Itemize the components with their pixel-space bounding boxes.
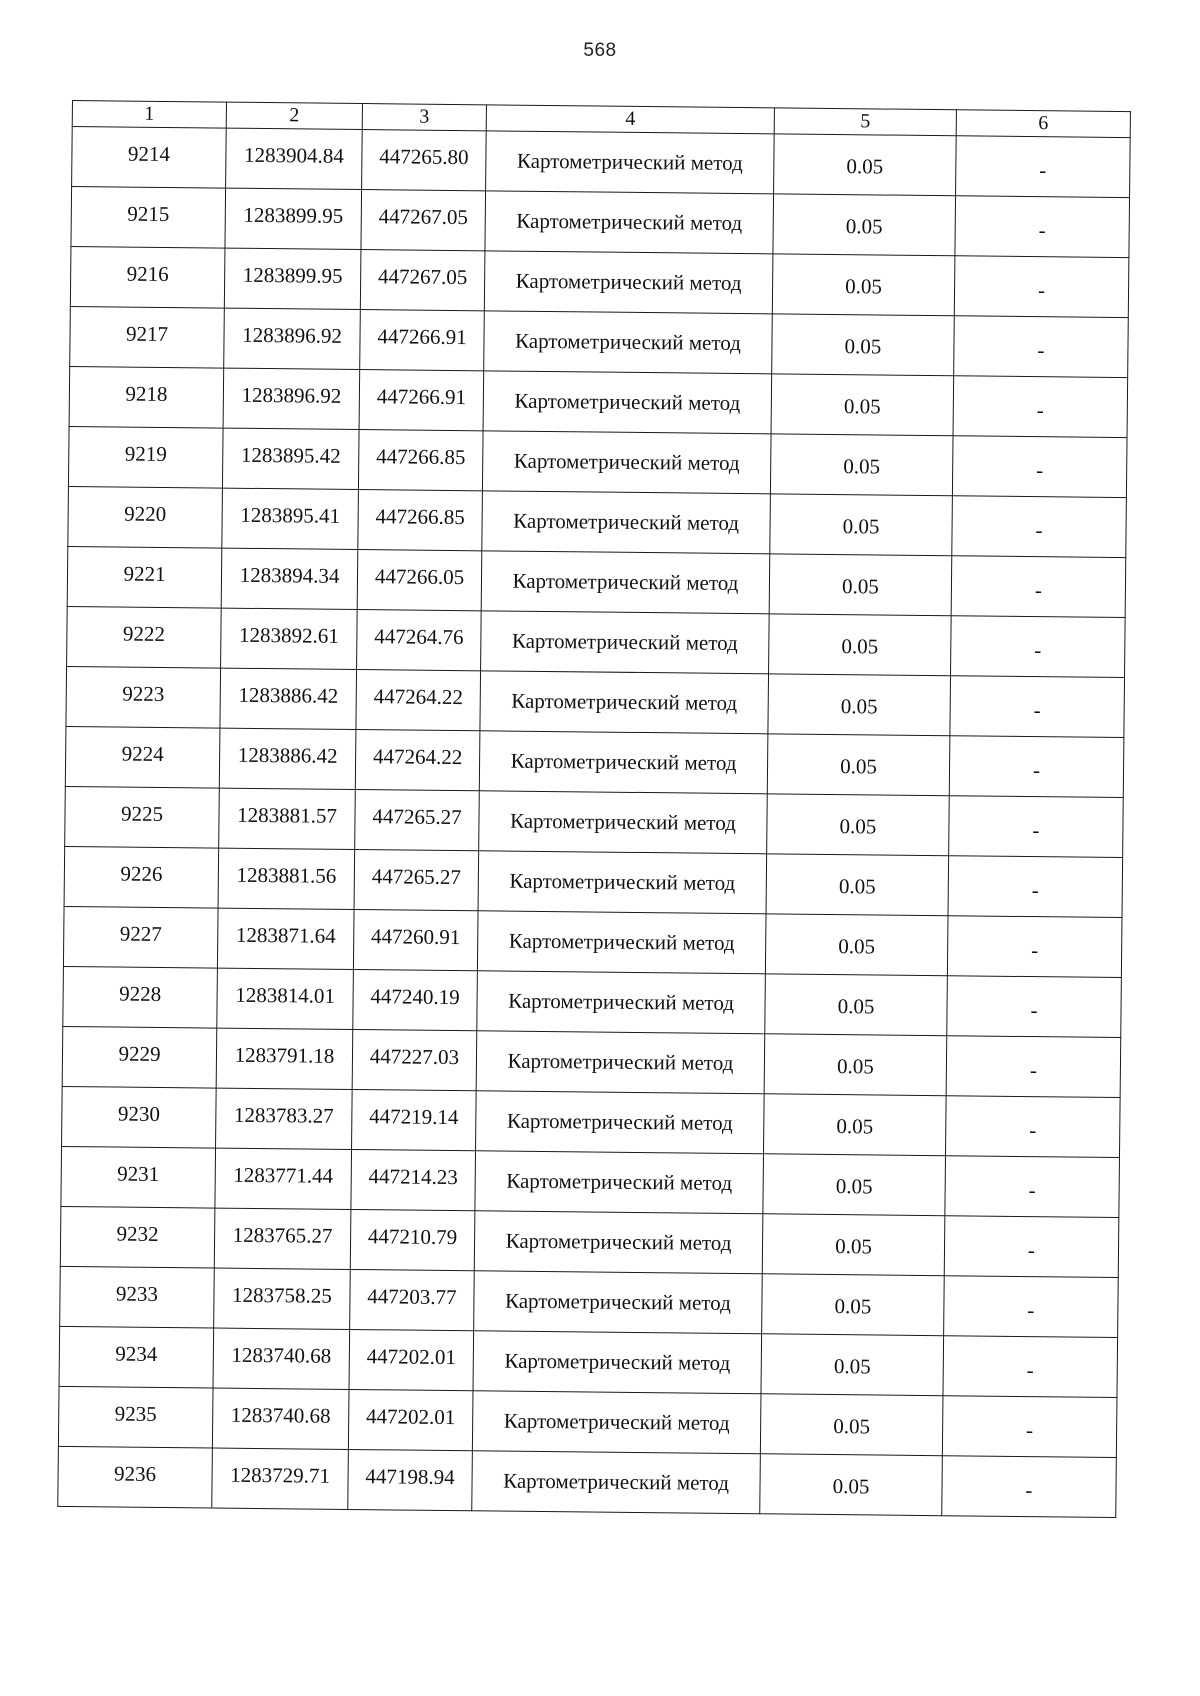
method-cell: Картометрический метод [482,491,771,554]
y-coordinate-cell: 447265.80 [362,130,487,191]
point-number-cell: 9218 [69,366,224,428]
method-cell: Картометрический метод [474,1211,763,1274]
note-cell: - [945,1096,1120,1158]
x-coordinate-cell: 1283729.71 [212,1448,349,1509]
method-cell: Картометрический метод [484,311,773,374]
note-cell: - [950,676,1125,738]
note-cell: - [956,136,1131,198]
y-coordinate-cell: 447267.05 [361,190,486,251]
header-cell-5: 5 [774,108,956,136]
note-cell: - [947,976,1122,1038]
note-cell: - [952,496,1127,558]
x-coordinate-cell: 1283758.25 [214,1268,351,1329]
method-cell: Картометрический метод [475,1151,764,1214]
point-number-cell: 9217 [70,306,225,368]
accuracy-cell: 0.05 [772,254,955,316]
table-row [62,1026,1121,1097]
x-coordinate-cell: 1283791.18 [216,1028,353,1089]
accuracy-cell: 0.05 [767,794,950,856]
header-cell-2: 2 [226,102,362,129]
accuracy-cell: 0.05 [765,974,948,1036]
accuracy-cell: 0.05 [773,194,956,256]
accuracy-cell: 0.05 [765,914,948,976]
note-cell: - [947,916,1122,978]
note-cell: - [952,436,1127,498]
accuracy-cell: 0.05 [766,854,949,916]
y-coordinate-cell: 447265.27 [355,790,480,851]
method-cell: Картометрический метод [476,1031,765,1094]
note-cell: - [951,556,1126,618]
y-coordinate-cell: 447227.03 [352,1029,477,1090]
accuracy-cell: 0.05 [762,1274,945,1336]
x-coordinate-cell: 1283881.56 [218,848,355,909]
method-cell: Картометрический метод [484,251,773,314]
x-coordinate-cell: 1283886.42 [219,728,356,789]
method-cell: Картометрический метод [481,551,770,614]
table-row [68,426,1127,497]
accuracy-cell: 0.05 [760,1454,943,1516]
y-coordinate-cell: 447267.05 [360,250,485,311]
y-coordinate-cell: 447210.79 [350,1209,475,1270]
point-number-cell: 9222 [67,606,222,668]
point-number-cell: 9221 [67,546,222,608]
header-cell-1: 1 [72,101,226,129]
y-coordinate-cell: 447198.94 [348,1449,473,1510]
x-coordinate-cell: 1283765.27 [214,1208,351,1269]
y-coordinate-cell: 447265.27 [354,850,479,911]
y-coordinate-cell: 447260.91 [353,909,478,970]
point-number-cell: 9230 [62,1086,217,1148]
note-cell: - [954,256,1129,318]
x-coordinate-cell: 1283881.57 [219,788,356,849]
note-cell: - [946,1036,1121,1098]
point-number-cell: 9235 [58,1386,213,1448]
table-row [58,1446,1117,1517]
x-coordinate-cell: 1283892.61 [221,608,358,669]
note-cell: - [943,1336,1118,1398]
point-number-cell: 9234 [59,1326,214,1388]
method-cell: Картометрический метод [479,731,768,794]
note-cell: - [942,1456,1117,1518]
point-number-cell: 9214 [72,127,227,189]
y-coordinate-cell: 447203.77 [350,1269,475,1330]
y-coordinate-cell: 447214.23 [351,1149,476,1210]
method-cell: Картометрический метод [473,1331,762,1394]
method-cell: Картометрический метод [479,791,768,854]
point-number-cell: 9228 [63,966,218,1028]
table-row [67,606,1126,677]
y-coordinate-cell: 447202.01 [349,1329,474,1390]
y-coordinate-cell: 447266.85 [358,490,483,551]
table-row [60,1266,1119,1337]
accuracy-cell: 0.05 [770,494,953,556]
table-row [60,1206,1119,1277]
accuracy-cell: 0.05 [763,1154,946,1216]
accuracy-cell: 0.05 [769,554,952,616]
table-row [65,786,1124,857]
accuracy-cell: 0.05 [768,674,951,736]
x-coordinate-cell: 1283783.27 [216,1088,353,1149]
x-coordinate-cell: 1283895.41 [222,488,359,549]
note-cell: - [945,1156,1120,1218]
method-cell: Картометрический метод [485,191,774,254]
x-coordinate-cell: 1283814.01 [217,968,354,1029]
table-row [68,486,1127,557]
page-number: 568 [583,40,617,61]
table-row [66,666,1125,737]
table-row [70,306,1129,377]
note-cell: - [954,316,1129,378]
accuracy-cell: 0.05 [772,314,955,376]
y-coordinate-cell: 447264.22 [355,730,480,791]
note-cell: - [953,376,1128,438]
table-row [65,726,1124,797]
header-cell-3: 3 [362,104,486,131]
method-cell: Картометрический метод [481,611,770,674]
x-coordinate-cell: 1283904.84 [226,128,363,189]
note-cell: - [948,856,1123,918]
point-number-cell: 9226 [64,846,219,908]
accuracy-cell: 0.05 [767,734,950,796]
note-cell: - [944,1276,1119,1338]
x-coordinate-cell: 1283740.68 [213,1328,350,1389]
x-coordinate-cell: 1283740.68 [212,1388,349,1449]
point-number-cell: 9219 [68,426,223,488]
note-cell: - [955,196,1130,258]
method-cell: Картометрический метод [476,1091,765,1154]
table-row [63,966,1122,1037]
table-row [64,846,1123,917]
y-coordinate-cell: 447264.76 [357,610,482,671]
point-number-cell: 9236 [58,1446,213,1508]
y-coordinate-cell: 447264.22 [356,670,481,731]
method-cell: Картометрический метод [472,1391,761,1454]
y-coordinate-cell: 447266.05 [357,550,482,611]
coordinates-table [57,100,1131,1518]
y-coordinate-cell: 447266.91 [359,370,484,431]
table-row [61,1146,1120,1217]
point-number-cell: 9215 [71,187,226,249]
point-number-cell: 9220 [68,486,223,548]
x-coordinate-cell: 1283871.64 [217,908,354,969]
method-cell: Картометрический метод [478,851,767,914]
note-cell: - [949,736,1124,798]
method-cell: Картометрический метод [486,131,775,194]
accuracy-cell: 0.05 [770,434,953,496]
y-coordinate-cell: 447266.85 [358,430,483,491]
header-cell-6: 6 [956,110,1130,138]
x-coordinate-cell: 1283896.92 [224,308,361,369]
x-coordinate-cell: 1283886.42 [220,668,357,729]
note-cell: - [942,1396,1117,1458]
y-coordinate-cell: 447219.14 [352,1089,477,1150]
point-number-cell: 9223 [66,666,221,728]
table-row [63,906,1122,977]
table-row [70,246,1129,317]
x-coordinate-cell: 1283899.95 [224,248,361,309]
accuracy-cell: 0.05 [774,134,957,196]
note-cell: - [944,1216,1119,1278]
point-number-cell: 9224 [65,726,220,788]
point-number-cell: 9229 [62,1026,217,1088]
table-row [62,1086,1121,1157]
accuracy-cell: 0.05 [761,1334,944,1396]
table-row [72,127,1131,198]
point-number-cell: 9231 [61,1146,216,1208]
x-coordinate-cell: 1283895.42 [222,428,359,489]
y-coordinate-cell: 447202.01 [348,1389,473,1450]
accuracy-cell: 0.05 [762,1214,945,1276]
note-cell: - [949,796,1124,858]
accuracy-cell: 0.05 [764,1094,947,1156]
accuracy-cell: 0.05 [769,614,952,676]
method-cell: Картометрический метод [474,1271,763,1334]
note-cell: - [951,616,1126,678]
method-cell: Картометрический метод [477,911,766,974]
point-number-cell: 9233 [60,1266,215,1328]
y-coordinate-cell: 447240.19 [353,969,478,1030]
x-coordinate-cell: 1283894.34 [221,548,358,609]
point-number-cell: 9227 [63,906,218,968]
method-cell: Картометрический метод [477,971,766,1034]
table-row [69,366,1128,437]
method-cell: Картометрический метод [480,671,769,734]
method-cell: Картометрический метод [483,371,772,434]
point-number-cell: 9232 [60,1206,215,1268]
point-number-cell: 9225 [65,786,220,848]
x-coordinate-cell: 1283771.44 [215,1148,352,1209]
accuracy-cell: 0.05 [760,1394,943,1456]
method-cell: Картометрический метод [472,1451,761,1514]
accuracy-cell: 0.05 [771,374,954,436]
x-coordinate-cell: 1283899.95 [225,188,362,249]
table-row [58,1386,1117,1457]
table-row [67,546,1126,617]
method-cell: Картометрический метод [482,431,771,494]
y-coordinate-cell: 447266.91 [360,310,485,371]
accuracy-cell: 0.05 [764,1034,947,1096]
header-cell-4: 4 [486,105,774,134]
table-body [58,127,1130,1518]
point-number-cell: 9216 [70,246,225,308]
x-coordinate-cell: 1283896.92 [223,368,360,429]
table-row [71,187,1130,258]
table-row [59,1326,1118,1397]
coordinates-table-container [57,100,1130,1518]
